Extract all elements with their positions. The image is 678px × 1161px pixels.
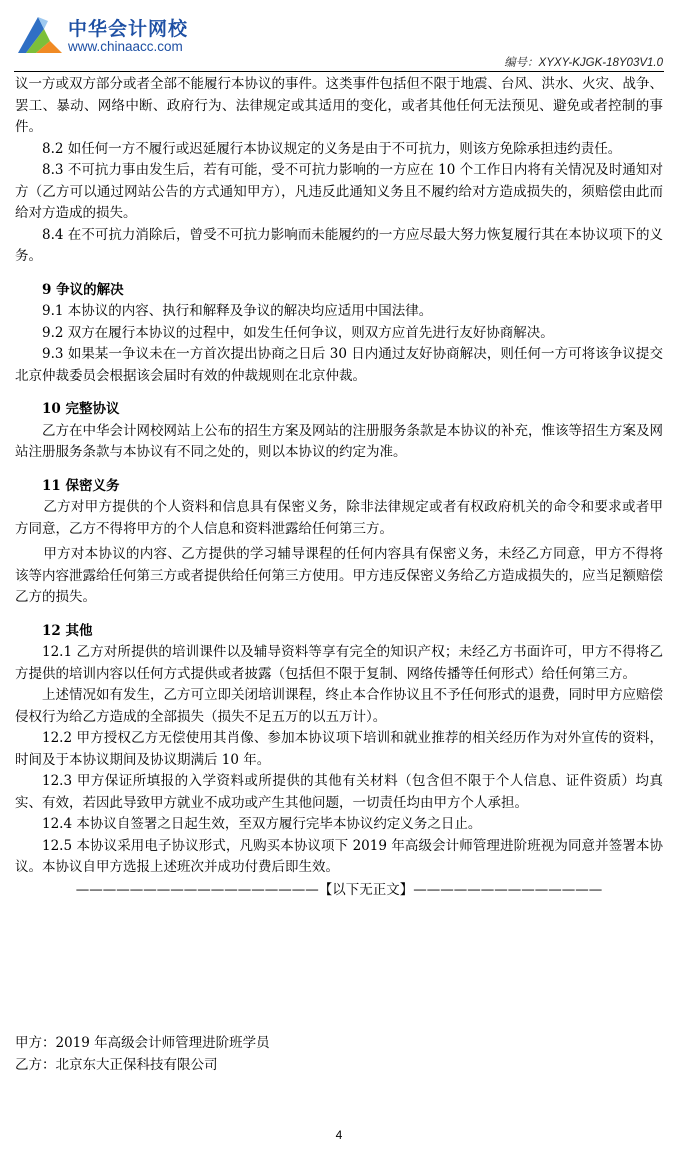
chinaacc-logo-icon — [14, 13, 66, 57]
clause-11-2: 甲方对本协议的内容、乙方提供的学习辅导课程的任何内容具有保密义务，未经乙方同意，甲方不得将该等内容泄露给任何第三方或者提供给任何第三方使用。甲方违反保密义务给乙方造成损失的，应当足额赔偿乙方的损失。 — [15, 546, 663, 605]
brand-name: 中华会计网校 — [68, 18, 189, 40]
paragraph-8-1-continued: 议一方或双方部分或者全部不能履行本协议的事件。这类事件包括但不限于地震、台风、洪水、火灾、战争、罢工、暴动、网络中断、政府行为、法律规定或其适用的变化，或者其他任何无法预见、避免或者控制的事件。 — [15, 76, 663, 135]
agreement-body — [15, 74, 663, 901]
clause-10-1: 乙方在中华会计网校网站上公布的招生方案及网站的注册服务条款是本协议的补充，惟该等招生方案及网站注册服务条款与本协议有不同之处的，则以本协议的约定为准。 — [15, 422, 663, 460]
section-12-title: 12 其他 — [42, 622, 93, 639]
header-divider — [14, 71, 664, 72]
signing-parties — [15, 1032, 270, 1076]
party-a: 甲方：2019 年高级会计师管理进阶班学员 — [15, 1035, 270, 1051]
brand-url: www.chinaacc.com — [68, 39, 183, 54]
clause-12-2: 12.2 甲方授权乙方无偿使用其肖像、参加本协议项下培训和就业推荐的相关经历作为对外宣传的资料，时间及于本协议期间及协议期满后 10 年。 — [15, 730, 663, 768]
clause-9-2: 9.2 双方在履行本协议的过程中，如发生任何争议，则双方应首先进行友好协商解决。 — [42, 324, 554, 341]
clause-12-1: 12.1 乙方对所提供的培训课件以及辅导资料等享有完全的知识产权；未经乙方书面许可，甲方不得将乙方提供的培训内容以任何方式提供或者披露（包括但不限于复制、网络传播等任何形式）给任何第三方。 — [15, 644, 663, 682]
clause-11-1: 乙方对甲方提供的个人资料和信息具有保密义务，除非法律规定或者有权政府机关的命令和要求或者甲方同意，乙方不得将甲方的个人信息和资料泄露给任何第三方。 — [15, 499, 663, 537]
clause-8-4: 8.4 在不可抗力消除后，曾受不可抗力影响而未能履约的一方应尽最大努力恢复履行其在本协议项下的义务。 — [15, 226, 663, 264]
party-b: 乙方：北京东大正保科技有限公司 — [15, 1057, 218, 1073]
clause-12-5: 12.5 本协议采用电子协议形式，凡购买本协议项下 2019 年高级会计师管理进阶班视为同意并签署本协议。本协议自甲方选报上述班次并成功付费后即生效。 — [15, 837, 663, 875]
clause-12-1-continued: 上述情况如有发生，乙方可立即关闭培训课程，终止本合作协议且不予任何形式的退费，同时甲方应赔偿侵权行为给乙方造成的全部损失（损失不足五万的以五万计）。 — [15, 687, 663, 725]
page-number: 4 — [335, 1128, 343, 1142]
page-header — [0, 0, 678, 76]
clause-8-2: 8.2 如任何一方不履行或迟延履行本协议规定的义务是由于不可抗力，则该方免除承担违约责任。 — [42, 140, 622, 157]
document-code: 编号：XYXY-KJGK-18Y03V1.0 — [504, 57, 663, 69]
end-of-text-line: ——————————————————【以下无正文】—————————————— — [75, 881, 603, 898]
clause-8-3: 8.3 不可抗力事由发生后，若有可能，受不可抗力影响的一方应在 10 个工作日内将有关情况及时通知对方（乙方可以通过网站公告的方式通知甲方），凡违反此通知义务且不履约给对方造成损失的，须赔偿由此而给对方造成的损失。 — [15, 162, 663, 221]
clause-12-3: 12.3 甲方保证所填报的入学资料或所提供的其他有关材料（包含但不限于个人信息、证件资质）均真实、有效，若因此导致甲方就业不成功或产生其他问题，一切责任均由甲方个人承担。 — [15, 773, 663, 811]
clause-12-4: 12.4 本协议自签署之日起生效，至双方履行完毕本协议约定义务之日止。 — [42, 816, 482, 832]
section-10-title: 10 完整协议 — [42, 401, 120, 417]
section-9-title: 9 争议的解决 — [42, 281, 124, 298]
clause-9-1: 9.1 本协议的内容、执行和解释及争议的解决均应适用中国法律。 — [42, 303, 433, 319]
clause-9-3: 9.3 如果某一争议未在一方首次提出协商之日后 30 日内通过友好协商解决，则任何一方可将该争议提交北京仲裁委员会根据该会届时有效的仲裁规则在北京仲裁。 — [15, 346, 663, 384]
section-11-title: 11 保密义务 — [42, 477, 120, 494]
